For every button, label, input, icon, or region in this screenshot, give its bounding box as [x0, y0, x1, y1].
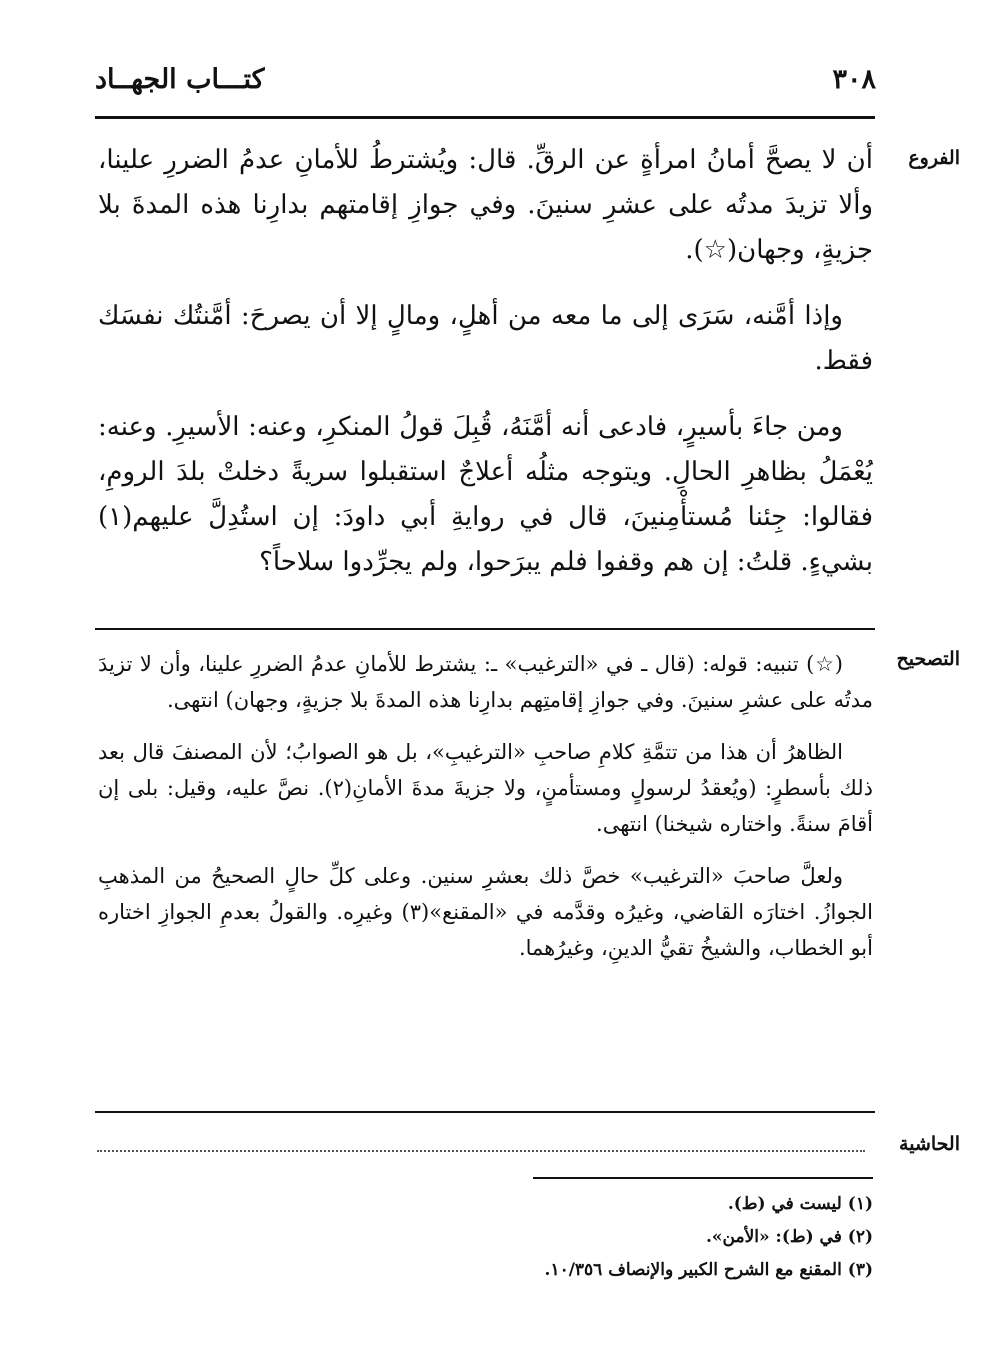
side-label-tashih: التصحيح — [896, 648, 960, 670]
footnote-separator — [533, 1177, 873, 1179]
footnote: (٣) المقنع مع الشرح الكبير والإنصاف ١٠/٣٥٦. — [544, 1260, 873, 1280]
hashia-dotted-line — [97, 1150, 865, 1152]
tashih-paragraph: الظاهرُ أن هذا من تتمَّةِ كلامِ صاحبِ «الترغيبِ»، بل هو الصوابُ؛ لأن المصنفَ قال بعد ذلك بأسطرٍ: (ويُعقدُ لرسولٍ ومستأمنٍ، ولا جزيةَ مدةَ الأمانِ(٢). نصَّ عليه، وقيل: بلى إن أقامَ سنةً. واختاره شيخنا) انتهى. — [98, 740, 873, 836]
footnote: (١) ليست في (ط). — [727, 1194, 873, 1214]
tashih-text — [98, 646, 873, 1091]
section-divider — [95, 628, 875, 630]
main-paragraph: وإذا أمَّنه، سَرَى إلى ما معه من أهلٍ، ومالٍ إلا أن يصرحَ: أمَّنتُك نفسَك فقط. — [98, 301, 873, 376]
footnotes — [273, 1188, 873, 1287]
running-title: كتـــاب الجهــاد — [95, 64, 265, 95]
tashih-paragraph: (☆) تنبيه: قوله: (قال ـ في «الترغيب» ـ: يشترط للأمانِ عدمُ الضررِ علينا، وأن لا تزيدَ مدتُه على عشرِ سنينَ. وفي جوازِ إقامتِهم بدارِنا هذه المدةَ بلا جزيةٍ، وجهان) انتهى. — [98, 652, 873, 712]
side-label-furu: الفروع — [908, 147, 960, 169]
tashih-end-rule — [95, 1111, 875, 1113]
main-paragraph: أن لا يصحَّ أمانُ امرأةٍ عن الرقِّ. قال: ويُشترطُ للأمانِ عدمُ الضررِ علينا، وألا تزيدَ مدتُه على عشرِ سنينَ. وفي جوازِ إقامتهم بدارِنا هذه المدةَ بلا جزيةٍ، وجهان(☆). — [98, 145, 873, 265]
main-paragraph: ومن جاءَ بأسيرٍ، فادعى أنه أمَّنَهُ، قُبِلَ قولُ المنكرِ، وعنه: الأسيرِ. وعنه: يُعْمَلُ بظاهرِ الحالِ. ويتوجه مثلُه أعلاجٌ استقبلوا سريةً دخلتْ بلدَ الرومِ، فقالوا: جِئنا مُستأْمِنينَ، قال في روايةِ أبي داودَ: إن استُدِلَّ عليهم(١) بشيءٍ. قلتُ: إن هم وقفوا فلم يبرَحوا، ولم يجرِّدوا سلاحاً؟ — [98, 412, 873, 577]
footnote: (٢) في (ط): «الأمن». — [706, 1227, 873, 1247]
page-number: ٣٠٨ — [832, 64, 876, 95]
side-label-hashia: الحاشية — [899, 1133, 960, 1155]
main-text — [98, 138, 873, 618]
header-rule — [95, 116, 875, 119]
tashih-paragraph: ولعلَّ صاحبَ «الترغيب» خصَّ ذلك بعشرِ سنين. وعلى كلِّ حالٍ الصحيحُ من المذهبِ الجوازُ. اختارَه القاضي، وغيرُه وقدَّمه في «المقنع»(٣) وغيرِه. والقولُ بعدمِ الجوازِ اختاره أبو الخطاب، والشيخُ تقيُّ الدينِ، وغيرُهما. — [98, 864, 873, 960]
